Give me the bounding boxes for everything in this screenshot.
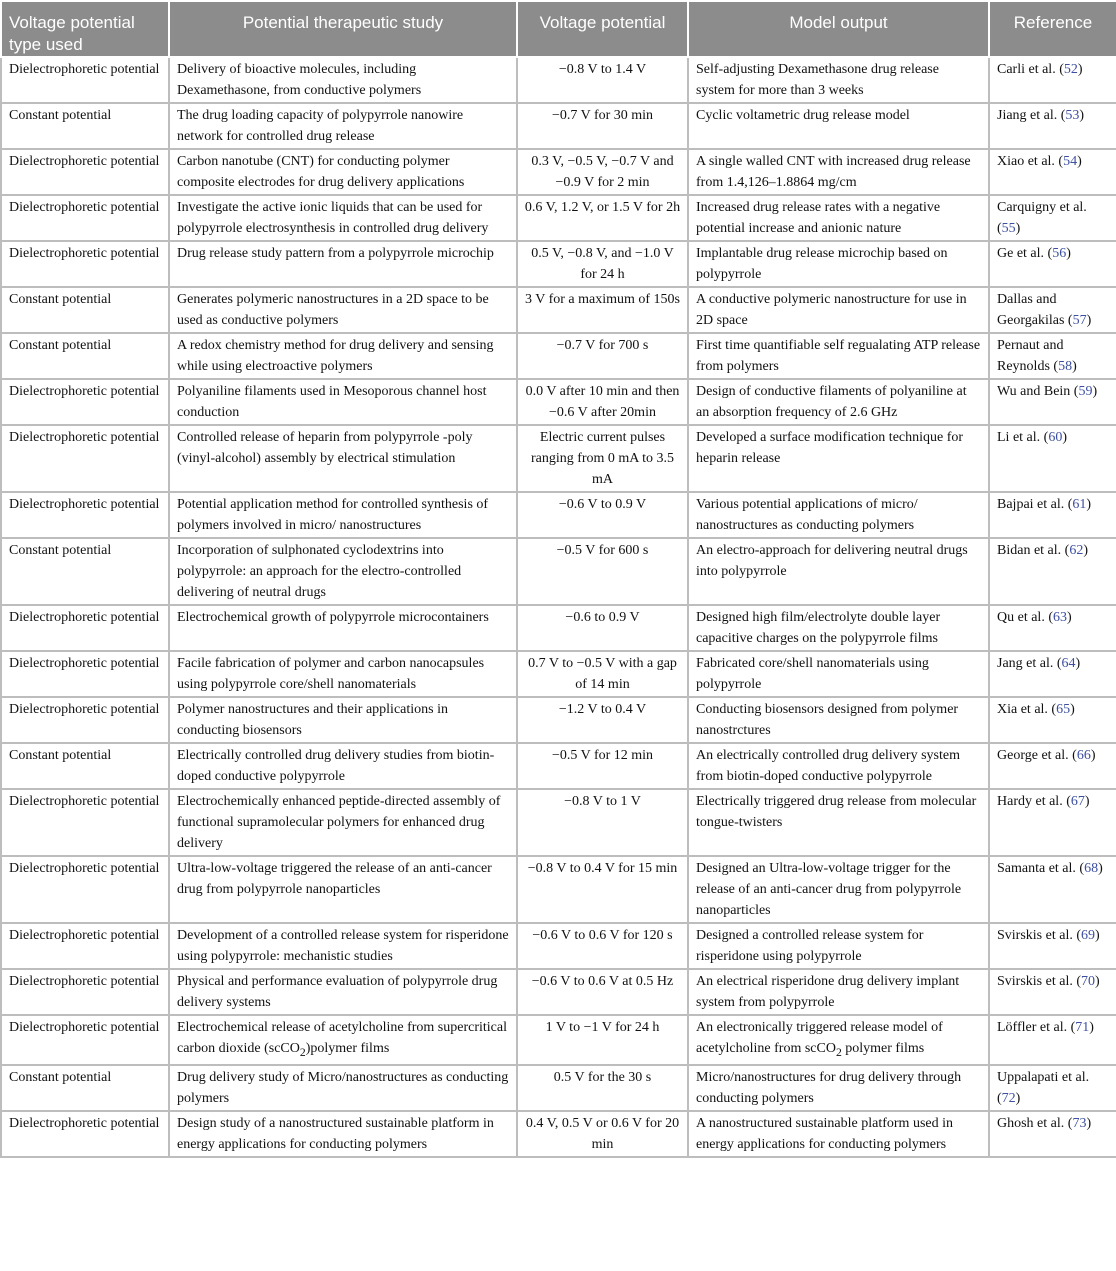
cell-voltage-type: Dielectrophoretic potential xyxy=(1,57,169,103)
reference-author: Jang et al. ( xyxy=(997,656,1062,671)
cell-output: Design of conductive filaments of polyaniline at an absorption frequency of 2.6 GHz xyxy=(688,379,989,425)
cell-reference xyxy=(989,103,1116,149)
cell-output: A conductive polymeric nanostructure for use in 2D space xyxy=(688,287,989,333)
reference-author: Ge et al. ( xyxy=(997,246,1053,261)
cell-voltage: 3 V for a maximum of 150s xyxy=(517,287,688,333)
cell-voltage-type: Constant potential xyxy=(1,103,169,149)
reference-author: Carquigny et al. ( xyxy=(997,200,1087,236)
reference-close: ) xyxy=(1070,702,1075,717)
table-row xyxy=(1,697,1116,743)
cell-voltage-type: Dielectrophoretic potential xyxy=(1,492,169,538)
reference-close: ) xyxy=(1066,610,1072,625)
cell-reference xyxy=(989,651,1116,697)
reference-author: George et al. ( xyxy=(997,748,1077,763)
reference-close: ) xyxy=(1072,359,1077,374)
reference-close: ) xyxy=(1015,221,1021,236)
reference-author: Svirskis et al. ( xyxy=(997,974,1081,989)
cell-output: Designed high film/electrolyte double layer capacitive charges on the polypyrrole films xyxy=(688,605,989,651)
reference-author: Bajpai et al. ( xyxy=(997,497,1073,512)
reference-close: ) xyxy=(1062,430,1067,445)
cell-reference xyxy=(989,379,1116,425)
reference-link[interactable]: 52 xyxy=(1063,62,1078,77)
cell-voltage: −0.8 V to 1.4 V xyxy=(517,57,688,103)
reference-author: Ghosh et al. ( xyxy=(997,1115,1073,1131)
reference-close: ) xyxy=(1086,313,1092,328)
cell-voltage: 0.5 V for the 30 s xyxy=(517,1065,688,1111)
study-text: Electrochemical release of acetylcholine from supercritical carbon dioxide (scCO xyxy=(177,1020,507,1056)
cell-voltage: −0.8 V to 1 V xyxy=(517,789,688,856)
reference-link[interactable]: 60 xyxy=(1048,430,1063,445)
table-row xyxy=(1,287,1116,333)
cell-reference xyxy=(989,697,1116,743)
output-text: An electronically triggered release model of acetylcholine from scCO xyxy=(696,1020,943,1056)
cell-output: Electrically triggered drug release from molecular tongue-twisters xyxy=(688,789,989,856)
reference-close: ) xyxy=(1075,656,1081,671)
table-row xyxy=(1,1065,1116,1111)
cell-output: An electrically controlled drug delivery system from biotin-doped conductive polypyrrole xyxy=(688,743,989,789)
cell-study: The drug loading capacity of polypyrrole nanowire network for controlled drug release xyxy=(169,103,517,149)
reference-close: ) xyxy=(1084,794,1090,809)
reference-close: ) xyxy=(1095,928,1100,943)
cell-voltage-type: Dielectrophoretic potential xyxy=(1,856,169,923)
table-row xyxy=(1,651,1116,697)
table-body xyxy=(1,57,1116,1157)
cell-voltage: −0.7 V for 700 s xyxy=(517,333,688,379)
header-voltage-potential: Voltage potential xyxy=(517,1,688,57)
cell-output: First time quantifiable self regualating ATP release from polymers xyxy=(688,333,989,379)
cell-voltage: −0.6 V to 0.6 V at 0.5 Hz xyxy=(517,969,688,1015)
cell-reference xyxy=(989,1065,1116,1111)
cell-reference xyxy=(989,287,1116,333)
cell-study: Electrically controlled drug delivery studies from biotin-doped conductive polypyrrole xyxy=(169,743,517,789)
cell-output xyxy=(688,1015,989,1065)
cell-voltage-type: Dielectrophoretic potential xyxy=(1,195,169,241)
study-text-end: )polymer films xyxy=(305,1041,390,1056)
reference-link[interactable]: 65 xyxy=(1056,702,1071,717)
cell-reference xyxy=(989,538,1116,605)
cell-reference xyxy=(989,241,1116,287)
reference-link[interactable]: 54 xyxy=(1063,154,1078,169)
reference-close: ) xyxy=(1092,384,1098,399)
cell-study: Development of a controlled release system for risperidone using polypyrrole: mechanistic studies xyxy=(169,923,517,969)
reference-close: ) xyxy=(1098,861,1103,876)
reference-link[interactable]: 57 xyxy=(1072,313,1087,328)
reference-link[interactable]: 67 xyxy=(1070,794,1085,809)
header-row xyxy=(1,1,1116,57)
reference-link[interactable]: 73 xyxy=(1072,1115,1087,1131)
cell-voltage-type: Dielectrophoretic potential xyxy=(1,605,169,651)
cell-output: Designed a controlled release system for risperidone using polypyrrole xyxy=(688,923,989,969)
table-row xyxy=(1,538,1116,605)
reference-author: Dallas and Georgakilas ( xyxy=(997,292,1073,328)
reference-link[interactable]: 66 xyxy=(1076,748,1091,763)
cell-output: Developed a surface modification technique for heparin release xyxy=(688,425,989,492)
cell-output: A nanostructured sustainable platform used in energy applications for conducting polymers xyxy=(688,1111,989,1157)
cell-voltage: 0.0 V after 10 min and then −0.6 V after 20min xyxy=(517,379,688,425)
header-voltage-type: Voltage potential type used xyxy=(1,1,169,57)
cell-study: Drug release study pattern from a polypyrrole microchip xyxy=(169,241,517,287)
cell-voltage-type: Constant potential xyxy=(1,538,169,605)
cell-voltage-type: Dielectrophoretic potential xyxy=(1,1111,169,1157)
table-row xyxy=(1,1015,1116,1065)
reference-author: Carli et al. ( xyxy=(997,62,1064,77)
reference-author: Wu and Bein ( xyxy=(997,384,1079,399)
cell-study: Polymer nanostructures and their applications in conducting biosensors xyxy=(169,697,517,743)
table-row xyxy=(1,743,1116,789)
reference-close: ) xyxy=(1077,154,1082,169)
cell-reference xyxy=(989,425,1116,492)
table-row xyxy=(1,195,1116,241)
table-row xyxy=(1,333,1116,379)
table-row xyxy=(1,1111,1116,1157)
cell-study: Incorporation of sulphonated cyclodextrins into polypyrrole: an approach for the electro-controlled delivering of neutral drugs xyxy=(169,538,517,605)
cell-output: Increased drug release rates with a negative potential increase and anionic nature xyxy=(688,195,989,241)
cell-voltage: Electric current pulses ranging from 0 mA to 3.5 mA xyxy=(517,425,688,492)
reference-link[interactable]: 69 xyxy=(1081,928,1095,943)
cell-output: An electro-approach for delivering neutral drugs into polypyrrole xyxy=(688,538,989,605)
cell-reference xyxy=(989,57,1116,103)
cell-output: An electrical risperidone drug delivery implant system from polypyrrole xyxy=(688,969,989,1015)
cell-output: Designed an Ultra-low-voltage trigger for the release of an anti-cancer drug from polypyrrole nanoparticles xyxy=(688,856,989,923)
cell-voltage-type: Dielectrophoretic potential xyxy=(1,379,169,425)
cell-study: Polyaniline filaments used in Mesoporous channel host conduction xyxy=(169,379,517,425)
reference-close: ) xyxy=(1077,62,1083,77)
table-row xyxy=(1,57,1116,103)
cell-voltage-type: Dielectrophoretic potential xyxy=(1,969,169,1015)
cell-study: A redox chemistry method for drug delivery and sensing while using electroactive polymers xyxy=(169,333,517,379)
table-row xyxy=(1,789,1116,856)
cell-output: A single walled CNT with increased drug release from 1.4,126–1.8864 mg/cm xyxy=(688,149,989,195)
cell-voltage-type: Dielectrophoretic potential xyxy=(1,789,169,856)
cell-voltage: 0.6 V, 1.2 V, or 1.5 V for 2h xyxy=(517,195,688,241)
reference-author: Uppalapati et al. ( xyxy=(997,1069,1090,1106)
cell-study: Delivery of bioactive molecules, including Dexamethasone, from conductive polymers xyxy=(169,57,517,103)
cell-output: Fabricated core/shell nanomaterials using polypyrrole xyxy=(688,651,989,697)
cell-voltage-type: Constant potential xyxy=(1,287,169,333)
cell-study: Potential application method for controlled synthesis of polymers involved in micro/ nanostructures xyxy=(169,492,517,538)
table-row xyxy=(1,492,1116,538)
reference-author: Xia et al. ( xyxy=(997,702,1057,717)
cell-voltage-type: Dielectrophoretic potential xyxy=(1,1015,169,1065)
cell-voltage: −0.5 V for 12 min xyxy=(517,743,688,789)
cell-output: Conducting biosensors designed from polymer nanostrctures xyxy=(688,697,989,743)
cell-study: Design study of a nanostructured sustainable platform in energy applications for conducting polymers xyxy=(169,1111,517,1157)
reference-author: Jiang et al. ( xyxy=(997,108,1066,123)
cell-study: Ultra-low-voltage triggered the release of an anti-cancer drug from polypyrrole nanoparticles xyxy=(169,856,517,923)
cell-voltage: −0.8 V to 0.4 V for 15 min xyxy=(517,856,688,923)
cell-reference xyxy=(989,969,1116,1015)
reference-link[interactable]: 62 xyxy=(1069,543,1084,558)
reference-link[interactable]: 55 xyxy=(1001,221,1016,236)
reference-author: Li et al. ( xyxy=(997,430,1049,445)
cell-voltage: 0.7 V to −0.5 V with a gap of 14 min xyxy=(517,651,688,697)
cell-output: Micro/nanostructures for drug delivery through conducting polymers xyxy=(688,1065,989,1111)
cell-study: Generates polymeric nanostructures in a 2D space to be used as conductive polymers xyxy=(169,287,517,333)
cell-study: Controlled release of heparin from polypyrrole -poly (vinyl-alcohol) assembly by electrical stimulation xyxy=(169,425,517,492)
reference-close: ) xyxy=(1015,1090,1021,1106)
reference-link[interactable]: 70 xyxy=(1081,974,1095,989)
reference-link[interactable]: 63 xyxy=(1052,610,1067,625)
cell-voltage-type: Dielectrophoretic potential xyxy=(1,241,169,287)
reference-close: ) xyxy=(1083,543,1088,558)
cell-reference xyxy=(989,605,1116,651)
cell-study: Facile fabrication of polymer and carbon nanocapsules using polypyrrole core/shell nanomaterials xyxy=(169,651,517,697)
reference-author: Hardy et al. ( xyxy=(997,794,1071,809)
cell-reference xyxy=(989,1015,1116,1065)
reference-author: Xiao et al. ( xyxy=(997,154,1064,169)
table-row xyxy=(1,425,1116,492)
cell-reference xyxy=(989,743,1116,789)
reference-link[interactable]: 56 xyxy=(1052,246,1067,261)
cell-voltage: 0.5 V, −0.8 V, and −1.0 V for 24 h xyxy=(517,241,688,287)
cell-voltage: −0.5 V for 600 s xyxy=(517,538,688,605)
header-therapeutic-study: Potential therapeutic study xyxy=(169,1,517,57)
cell-voltage: −0.6 to 0.9 V xyxy=(517,605,688,651)
cell-voltage: −0.7 V for 30 min xyxy=(517,103,688,149)
reference-close: ) xyxy=(1090,748,1096,763)
cell-output: Cyclic voltametric drug release model xyxy=(688,103,989,149)
cell-voltage-type: Dielectrophoretic potential xyxy=(1,923,169,969)
reference-close: ) xyxy=(1086,1115,1092,1131)
header-model-output: Model output xyxy=(688,1,989,57)
cell-reference xyxy=(989,1111,1116,1157)
cell-voltage-type: Constant potential xyxy=(1,1065,169,1111)
cell-study: Investigate the active ionic liquids that can be used for polypyrrole electrosynthesis in controlled drug delivery xyxy=(169,195,517,241)
reference-link[interactable]: 71 xyxy=(1075,1020,1090,1035)
cell-study: Electrochemically enhanced peptide-directed assembly of functional supramolecular polymers for enhanced drug delivery xyxy=(169,789,517,856)
cell-voltage: 0.4 V, 0.5 V or 0.6 V for 20 min xyxy=(517,1111,688,1157)
reference-author: Pernaut and Reynolds ( xyxy=(997,338,1064,374)
table-row xyxy=(1,241,1116,287)
output-text-end: polymer films xyxy=(841,1041,925,1056)
reference-close: ) xyxy=(1095,974,1100,989)
cell-voltage: 1 V to −1 V for 24 h xyxy=(517,1015,688,1065)
cell-reference xyxy=(989,149,1116,195)
study-subscript: 2 xyxy=(299,1045,306,1059)
cell-reference xyxy=(989,333,1116,379)
cell-output: Implantable drug release microchip based on polypyrrole xyxy=(688,241,989,287)
cell-reference xyxy=(989,856,1116,923)
table-row xyxy=(1,856,1116,923)
cell-study: Drug delivery study of Micro/nanostructures as conducting polymers xyxy=(169,1065,517,1111)
table-row xyxy=(1,379,1116,425)
cell-study xyxy=(169,1015,517,1065)
cell-voltage: 0.3 V, −0.5 V, −0.7 V and −0.9 V for 2 min xyxy=(517,149,688,195)
cell-voltage-type: Dielectrophoretic potential xyxy=(1,697,169,743)
reference-author: Samanta et al. ( xyxy=(997,861,1085,876)
reference-close: ) xyxy=(1079,108,1085,123)
cell-reference xyxy=(989,492,1116,538)
reference-link[interactable]: 59 xyxy=(1078,384,1093,399)
cell-voltage-type: Dielectrophoretic potential xyxy=(1,149,169,195)
cell-study: Physical and performance evaluation of polypyrrole drug delivery systems xyxy=(169,969,517,1015)
cell-voltage: −0.6 V to 0.6 V for 120 s xyxy=(517,923,688,969)
cell-study: Electrochemical growth of polypyrrole microcontainers xyxy=(169,605,517,651)
cell-voltage-type: Dielectrophoretic potential xyxy=(1,651,169,697)
reference-author: Svirskis et al. ( xyxy=(997,928,1081,943)
reference-link[interactable]: 68 xyxy=(1084,861,1099,876)
cell-output: Various potential applications of micro/ nanostructures as conducting polymers xyxy=(688,492,989,538)
cell-voltage: −1.2 V to 0.4 V xyxy=(517,697,688,743)
reference-link[interactable]: 58 xyxy=(1058,359,1073,374)
table-row xyxy=(1,605,1116,651)
reference-link[interactable]: 61 xyxy=(1072,497,1087,512)
reference-close: ) xyxy=(1066,246,1071,261)
cell-reference xyxy=(989,195,1116,241)
table-row xyxy=(1,969,1116,1015)
reference-author: Löffler et al. ( xyxy=(997,1020,1076,1035)
reference-link[interactable]: 53 xyxy=(1065,108,1080,123)
table-row xyxy=(1,149,1116,195)
reference-close: ) xyxy=(1086,497,1092,512)
cell-output: Self-adjusting Dexamethasone drug release system for more than 3 weeks xyxy=(688,57,989,103)
cell-voltage-type: Dielectrophoretic potential xyxy=(1,425,169,492)
reference-link[interactable]: 72 xyxy=(1001,1090,1016,1106)
cell-reference xyxy=(989,789,1116,856)
cell-study: Carbon nanotube (CNT) for conducting polymer composite electrodes for drug delivery applications xyxy=(169,149,517,195)
reference-author: Bidan et al. ( xyxy=(997,543,1070,558)
cell-reference xyxy=(989,923,1116,969)
reference-close: ) xyxy=(1089,1020,1094,1035)
reference-link[interactable]: 64 xyxy=(1061,656,1076,671)
cell-voltage-type: Constant potential xyxy=(1,743,169,789)
table-row xyxy=(1,103,1116,149)
header-reference: Reference xyxy=(989,1,1116,57)
cell-voltage-type: Constant potential xyxy=(1,333,169,379)
output-subscript: 2 xyxy=(835,1045,842,1059)
cell-voltage: −0.6 V to 0.9 V xyxy=(517,492,688,538)
table-header xyxy=(1,1,1116,57)
table-row xyxy=(1,923,1116,969)
reference-author: Qu et al. ( xyxy=(997,610,1053,625)
